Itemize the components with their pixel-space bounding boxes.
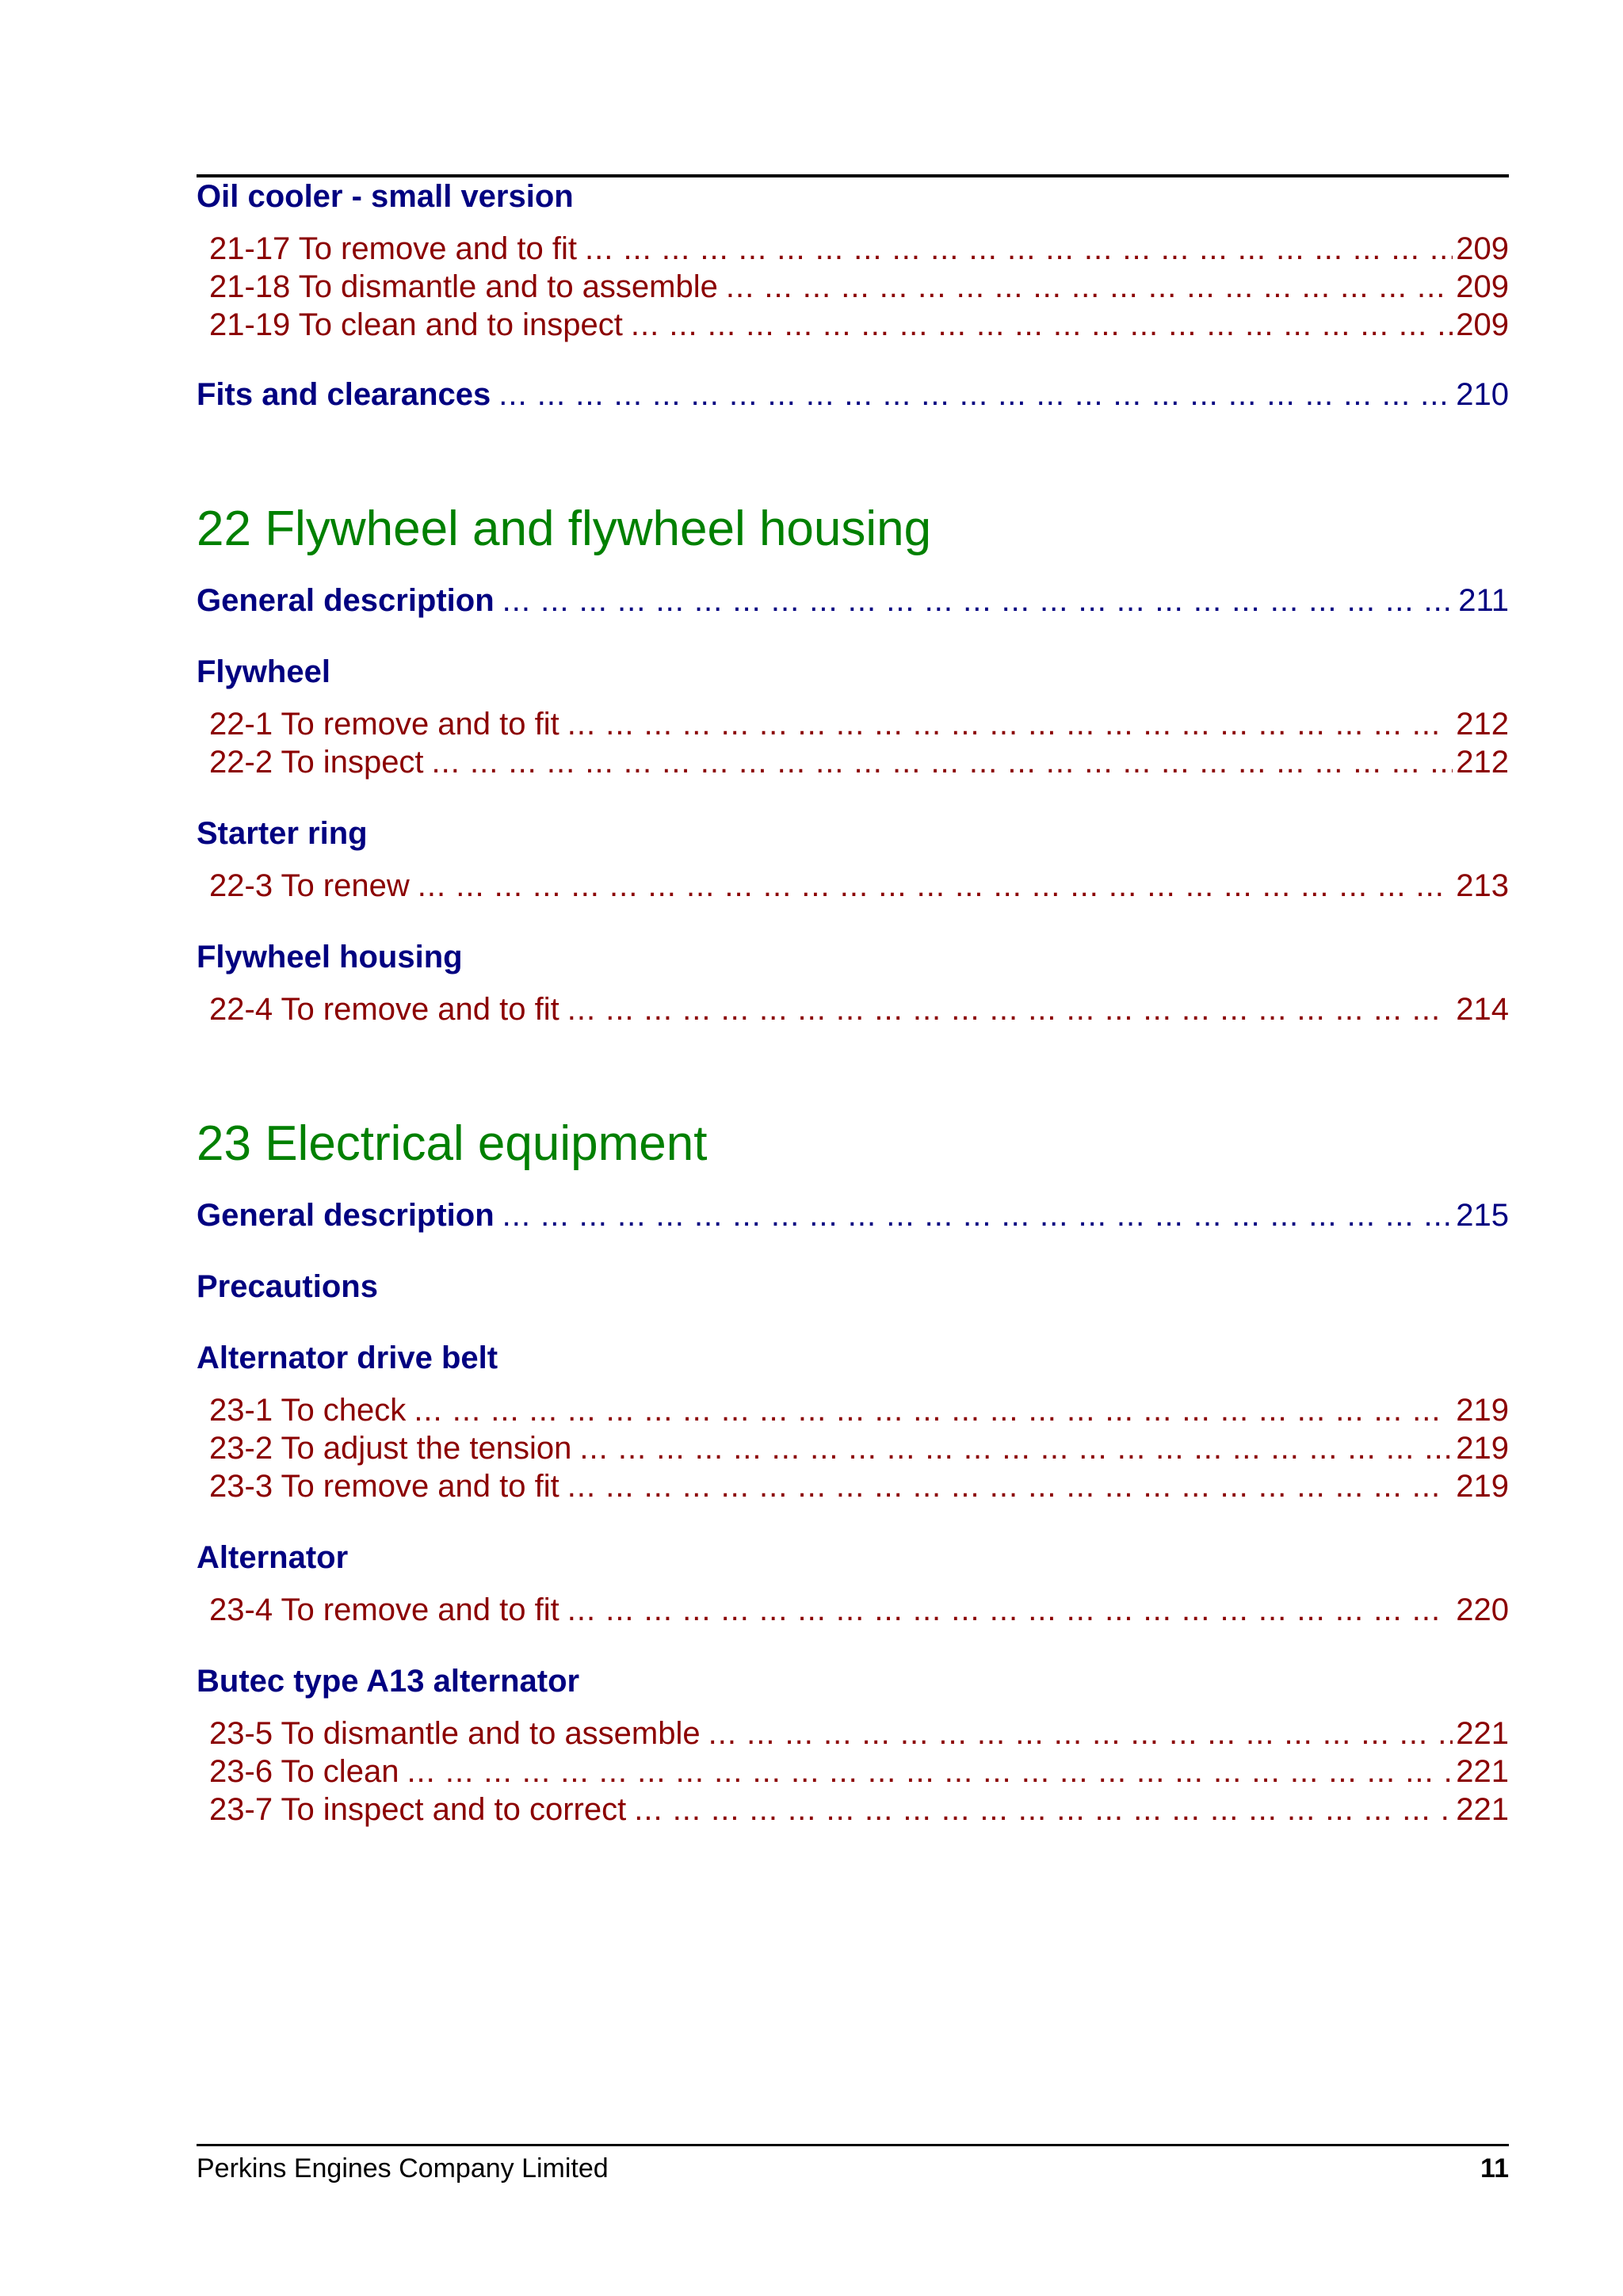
dot-leader bbox=[631, 306, 1453, 344]
entry-page-number: 209 bbox=[1456, 231, 1509, 266]
entry-label: 23-6 To clean bbox=[209, 1754, 399, 1789]
toc-entry[interactable] bbox=[197, 1753, 1509, 1791]
dot-leader bbox=[567, 990, 1453, 1028]
entry-label: 23-3 To remove and to fit bbox=[209, 1469, 559, 1504]
entry-label: 23-5 To dismantle and to assemble bbox=[209, 1716, 701, 1751]
toc-entry[interactable] bbox=[197, 1714, 1509, 1753]
section-heading: Starter ring bbox=[197, 816, 368, 851]
dot-leader bbox=[418, 867, 1453, 905]
entry-page-number: 221 bbox=[1456, 1754, 1509, 1789]
entry-page-number: 219 bbox=[1456, 1431, 1509, 1466]
toc-section-oil-cooler bbox=[197, 177, 1509, 344]
toc-entry[interactable] bbox=[197, 990, 1509, 1028]
section-heading: Flywheel housing bbox=[197, 940, 463, 974]
chapter-title: 23 Electrical equipment bbox=[197, 1116, 708, 1171]
toc-entry[interactable] bbox=[197, 867, 1509, 905]
entry-label: 23-7 To inspect and to correct bbox=[209, 1792, 627, 1827]
page-footer bbox=[197, 2144, 1509, 2184]
entry-label: Fits and clearances bbox=[197, 377, 491, 412]
toc-entry[interactable] bbox=[197, 230, 1509, 268]
entry-label: General description bbox=[197, 583, 495, 618]
toc-entry[interactable] bbox=[197, 743, 1509, 781]
toc-entry[interactable] bbox=[197, 1391, 1509, 1429]
entry-label: 23-4 To remove and to fit bbox=[209, 1592, 559, 1627]
entry-page-number: 209 bbox=[1456, 307, 1509, 342]
dot-leader bbox=[567, 705, 1453, 743]
dot-leader bbox=[567, 1467, 1453, 1505]
entry-page-number: 213 bbox=[1456, 868, 1509, 903]
entry-label: 23-2 To adjust the tension bbox=[209, 1431, 572, 1466]
dot-leader bbox=[414, 1391, 1453, 1429]
entry-label: 23-1 To check bbox=[209, 1393, 407, 1428]
footer-page-number: 11 bbox=[1480, 2153, 1509, 2183]
entry-page-number: 210 bbox=[1456, 377, 1509, 412]
entry-page-number: 215 bbox=[1456, 1198, 1509, 1233]
entry-page-number: 221 bbox=[1456, 1792, 1509, 1827]
entry-label: 21-18 To dismantle and to assemble bbox=[209, 269, 718, 304]
toc-entry[interactable] bbox=[197, 306, 1509, 344]
toc-page bbox=[197, 174, 1509, 1829]
section-heading: Oil cooler - small version bbox=[197, 179, 574, 214]
entry-page-number: 220 bbox=[1456, 1592, 1509, 1627]
entry-page-number: 211 bbox=[1458, 583, 1509, 618]
dot-leader bbox=[498, 376, 1453, 414]
dot-leader bbox=[407, 1753, 1453, 1791]
section-heading: Butec type A13 alternator bbox=[197, 1664, 580, 1699]
dot-leader bbox=[502, 582, 1456, 620]
section-heading: Alternator drive belt bbox=[197, 1341, 498, 1375]
entry-label: 22-4 To remove and to fit bbox=[209, 992, 559, 1027]
entry-page-number: 212 bbox=[1456, 745, 1509, 780]
toc-entry[interactable] bbox=[197, 268, 1509, 306]
section-heading: Alternator bbox=[197, 1540, 349, 1575]
toc-entry-fits-and-clearances[interactable] bbox=[197, 376, 1509, 414]
toc-entry-general-description[interactable] bbox=[197, 582, 1509, 620]
dot-leader bbox=[634, 1791, 1453, 1829]
section-heading: Precautions bbox=[197, 1269, 378, 1304]
toc-entry[interactable] bbox=[197, 705, 1509, 743]
footer-company: Perkins Engines Company Limited bbox=[197, 2153, 609, 2183]
entry-page-number: 219 bbox=[1456, 1393, 1509, 1428]
entry-label: 22-1 To remove and to fit bbox=[209, 707, 559, 742]
entry-label: 22-2 To inspect bbox=[209, 745, 424, 780]
toc-entry[interactable] bbox=[197, 1591, 1509, 1629]
toc-entry-general-description[interactable] bbox=[197, 1196, 1509, 1234]
entry-label: General description bbox=[197, 1198, 495, 1233]
section-heading: Flywheel bbox=[197, 654, 330, 689]
entry-page-number: 214 bbox=[1456, 992, 1509, 1027]
entry-page-number: 209 bbox=[1456, 269, 1509, 304]
toc-entry[interactable] bbox=[197, 1791, 1509, 1829]
chapter-title: 22 Flywheel and flywheel housing bbox=[197, 502, 932, 556]
dot-leader bbox=[726, 268, 1453, 306]
entry-page-number: 212 bbox=[1456, 707, 1509, 742]
dot-leader bbox=[579, 1429, 1453, 1467]
entry-page-number: 221 bbox=[1456, 1716, 1509, 1751]
dot-leader bbox=[585, 230, 1453, 268]
entry-page-number: 219 bbox=[1456, 1469, 1509, 1504]
dot-leader bbox=[708, 1714, 1453, 1753]
entry-label: 22-3 To renew bbox=[209, 868, 410, 903]
toc-entry[interactable] bbox=[197, 1429, 1509, 1467]
dot-leader bbox=[502, 1196, 1453, 1234]
entry-label: 21-19 To clean and to inspect bbox=[209, 307, 623, 342]
toc-entry[interactable] bbox=[197, 1467, 1509, 1505]
dot-leader bbox=[567, 1591, 1453, 1629]
entry-label: 21-17 To remove and to fit bbox=[209, 231, 577, 266]
dot-leader bbox=[432, 743, 1453, 781]
